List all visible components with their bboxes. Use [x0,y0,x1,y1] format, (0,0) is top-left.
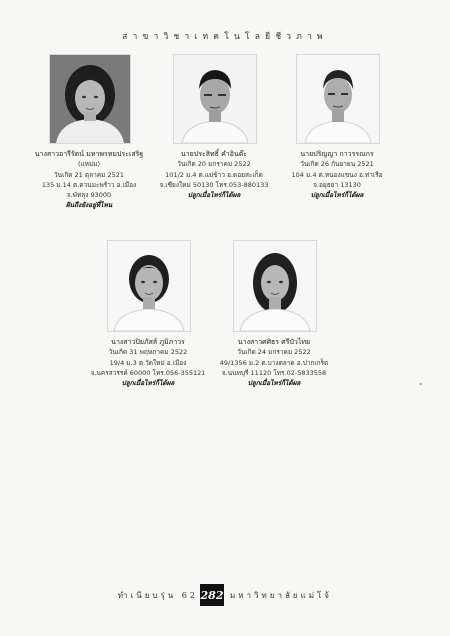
scan-speck [419,383,422,385]
person-address: จ.เชียงใหม่ 50130 โทร.053-880133 [159,180,269,189]
person-name: นางสาวปิยภัสส์ ภูมิภาวร [111,338,185,346]
portrait-photo [233,240,317,332]
person-address: จ.อยุธยา 13130 [313,180,361,189]
person-birthdate: วันเกิด 24 มกราคม 2522 [237,348,311,357]
person-birthdate: วันเกิด 20 มกราคม 2522 [177,160,251,169]
person-quote: ฝันถึงยังอยู่ที่ไหน [65,201,113,210]
person-address: 19/4 ม.3 ต.วัดใหม่ อ.เมือง [109,358,187,367]
footer-university-label: มหาวิทยาลัยแม่โจ้ [230,591,332,600]
portrait-photo [49,54,131,144]
person-address: 49/1356 ม.2 ต.บางตลาด อ.ปากเกร็ด [219,358,329,367]
person-name: นางสาวศศิธร ศรีบัวไทย [237,338,311,346]
person-address: จ.นนทบุรี 11120 โทร.02-5833558 [221,368,327,377]
person-quote: ปลูกเมื่อไหร่ก็ได้ผล [310,191,364,200]
person-address: จ.นครสวรรค์ 60000 โทร.056-355121 [90,368,206,377]
page-title: สาขาวิชาเทคโนโลยีชีวภาพ [122,32,328,42]
page-number: 282 [200,584,224,606]
person-address: 101/2 ม.4 ต.แม่ข้าว อ.ดอยสะเก็ด [165,170,263,179]
person-name: นางสาวอารีรัตน์ มหาพรหมประเสริฐ [34,150,144,158]
person-quote: ปลูกเมื่อไหร่ก็ได้ผล [187,191,241,200]
person-address: จ.พัทลุง 93000 [66,191,112,200]
person-quote: ปลูกเมื่อไหร่ก็ได้ผล [247,379,301,388]
portrait-photo [107,240,191,332]
page-footer [0,584,450,608]
footer-yearbook-label: ทำเนียบรุ่น 62 [117,591,198,600]
person-address: 104 ม.4 ต.หนองแขนง อ.ท่าเรือ [291,170,383,179]
person-birthdate: วันเกิด 26 กันยายน 2521 [300,160,374,169]
portrait-photo [173,54,257,144]
person-address: 135 ม.14 ต.ควนมะพร้าว อ.เมือง [41,180,137,189]
person-birthdate: วันเกิด 31 พฤษภาคม 2522 [108,348,188,357]
person-nickname: (แหม่ม) [77,160,101,169]
person-name: นายประสิทธิ์ คำอินต๊ะ [180,150,248,158]
portrait-photo [296,54,380,144]
person-birthdate: วันเกิด 21 ตุลาคม 2521 [54,170,124,179]
person-name: นายปริญญา กาวรรณกร [300,150,374,158]
person-quote: ปลูกเมื่อไหร่ก็ได้ผล [121,379,175,388]
